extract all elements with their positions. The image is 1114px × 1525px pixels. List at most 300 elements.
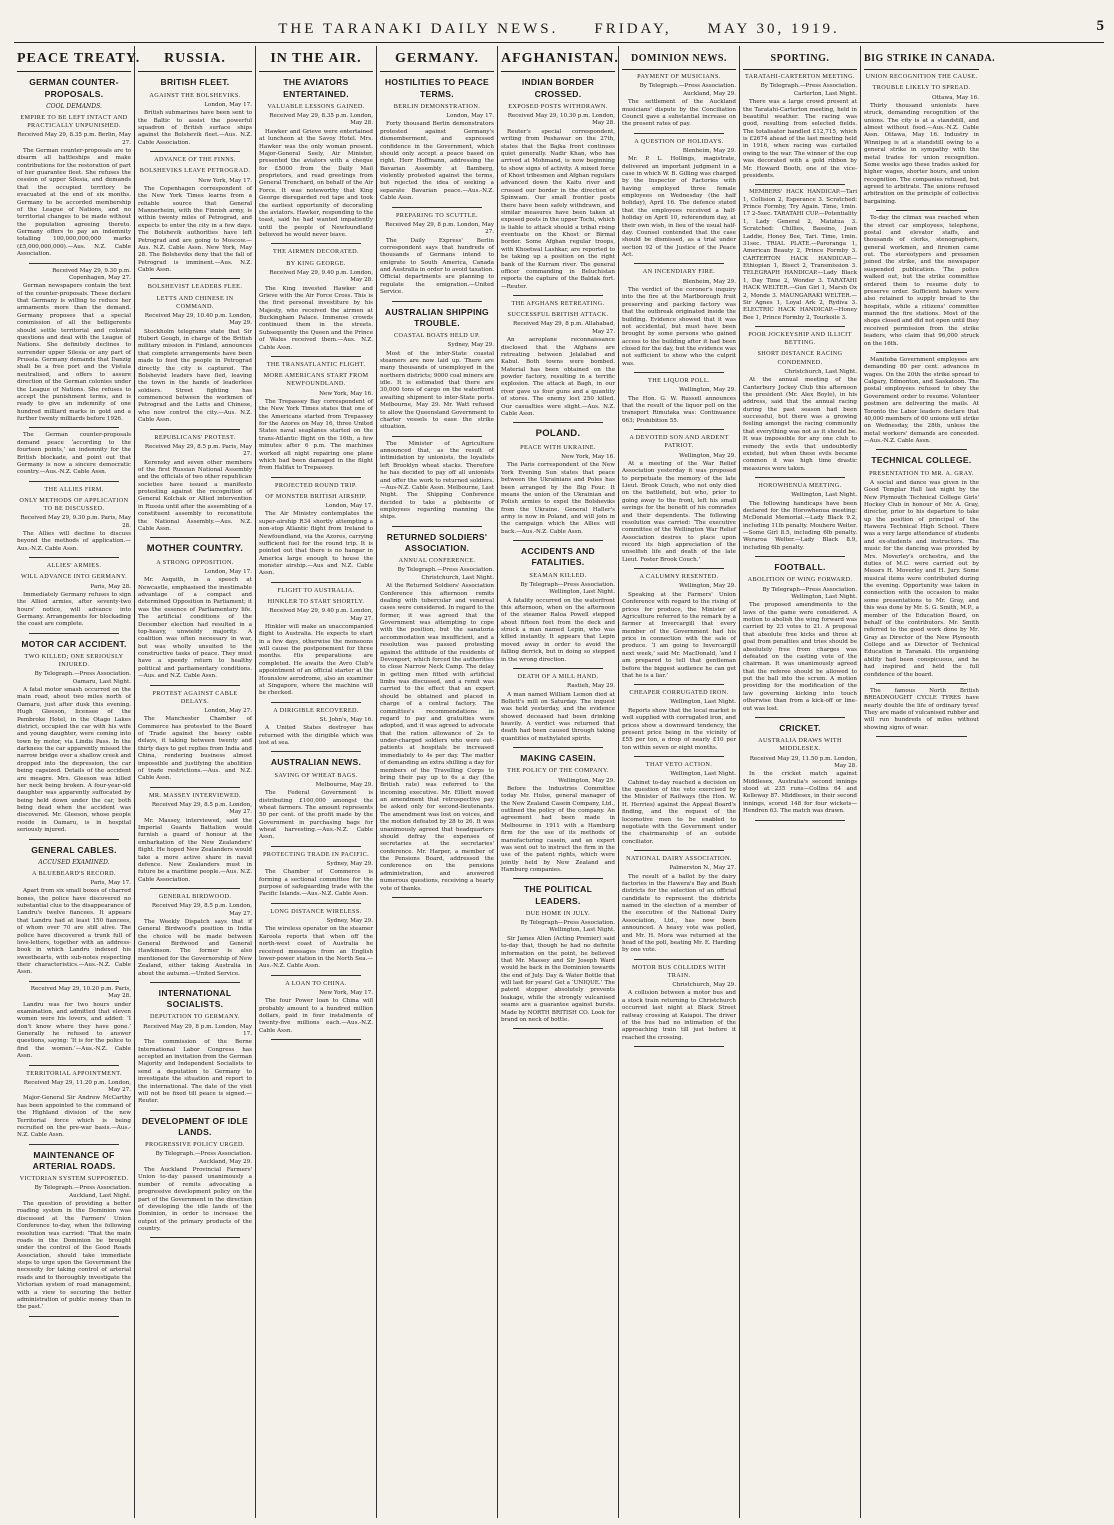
article-dateline: Wellington, May 29.: [679, 387, 736, 394]
article-dateline: Paris, May 28.: [90, 583, 131, 590]
article-divider: [271, 1039, 361, 1040]
article-dateline: Rastieh, May 29.: [567, 683, 615, 690]
article: [138, 1116, 252, 1234]
article: [138, 988, 252, 1106]
article-headline: THE AVIATORS ENTERTAINED.: [283, 77, 349, 99]
article: [501, 300, 615, 418]
article: [622, 573, 736, 680]
article-subheadline: MR. MASSEY INTERVIEWED.: [148, 791, 241, 799]
article-body: Immediately Germany refuses to sign the Allied armies, after seventy-two hours' notice, will advance into Germany. Arrangements for blockading the coast are complete.: [17, 591, 131, 628]
article-headline: AUSTRALIAN NEWS.: [270, 757, 362, 768]
news-column: [740, 46, 861, 1518]
article-body: An aeroplane reconnaissance disclosed that the Afghans are retreating between Jelalabad and Kabul. Both towns were bombed. Material has been obtained on the powder factory, resulting in a terrific explosion. The attack at Bagh, in our river gave us four guns and a quantity of stores. The enemy lost 250 killed. Our casualties were slight.—Aus. N.Z. Cable Assn.: [501, 337, 615, 417]
article-headline: THE POLITICAL LEADERS.: [523, 884, 593, 906]
article-body: At the Returned Soldiers' Association Conference this afternoon remits dealing with tubercular and venereal cases were considered. In regard to the former, it was agreed that the Government was attempting to cope with the position, but the sanatoria accommodation was insufficient, and a resolution was passed protesting against the attitude of the residents of Devonport, which forced the authorities to close Narrow Neck Camp. The delay in getting men fitted with artificial limbs was discussed, and a remit was carried to the effect that an expert should be obtained and placed in charge of a central factory. The committee's recommendations in regard to pay and gratuities were adopted, and it was agreed to advocate that the ration allowance of 2s to under-charged soldiers who were out-patients at hospitals be increased immediately to 4s per day. The matter of demanding an extra shilling a day for members of the Travelling Corps to bring their pay up to 6s a day (the British rate) was referred to the incoming executive. Mr. Elliott moved an amendment that retrospective pay be asked only for second-lieutenants. The amendment was lost on voices, and the motion defeated by 28 to 26. It was unanimously agreed that headquarters should defray the expenses of secretaries at the secretaries' conference. Mr. Harper, a member of the Pensions Board, addressed the conference on the pensions administration, and answered numerous questions, receiving a hearty vote of thanks.: [380, 583, 494, 892]
article-body: The proposed amendments to the laws of the game were considered. A motion to abolish the wing forward was carried by 23 votes to 21. A proposal that absolute free kicks and three at goal from penalties and tries should be absolutely free from charges was defeated on the casting vote of the chairman. It was unanimously agreed that the referee should be allowed to put the ball into the scrum. A motion providing for the modification of the law governing kicking into touch otherwise than from a kick-off or line-out was lost.: [743, 602, 857, 712]
article-dateline: Received May 29, 9.40 p.m. London, May 28.: [269, 269, 373, 284]
article-kicker: EMPIRE TO BE LEFT INTACT AND PRACTICALLY UNPUNISHED.: [20, 113, 128, 129]
article: [501, 884, 615, 1024]
article-dateline: Received May 29, 8 p.m. London, May 17.: [143, 1023, 252, 1037]
article: [864, 688, 979, 732]
article-subheadline: NATIONAL DAIRY ASSOCIATION.: [626, 855, 732, 862]
article-subheadline: TERRITORIAL APPOINTMENT.: [26, 1069, 122, 1077]
article-headline: ACCIDENTS AND FATALITIES.: [521, 546, 595, 568]
article: [864, 73, 979, 206]
article-kicker: AUSTRALIA DRAWS WITH MIDDLESEX.: [758, 737, 842, 753]
page-number: 5: [1096, 18, 1104, 34]
article: [864, 215, 979, 348]
article-dateline: Wellington, May 29.: [679, 452, 736, 459]
article-dateline: Received May 29, 8.5 p.m. London, May 27.: [151, 801, 252, 816]
article-body: Mr. P. L. Hollings, magistrate, delivered an important judgment in a case in which W. B. Gilling was charged by the Inspector of Factories with having employed three female employees on Wednesday (the half holiday), April 16. The defence stated that the employees received a half-holiday on April 10, referendum day, at their own wish, in lieu of the usual half-day. Counsel contended that the case should be dismissed, as a trial under section 92 of the Justice of the Peace Act.: [622, 156, 736, 259]
column-heading: DOMINION NEWS.: [622, 46, 736, 70]
article-dateline: St. John's, May 16.: [319, 716, 373, 723]
article-headline: INTERNATIONAL SOCIALISTS.: [158, 987, 232, 1010]
article: [17, 639, 131, 835]
article-divider: [634, 850, 724, 851]
article-dateline: By Telegraph.—Press Association. Carterton, Last Night.: [760, 83, 857, 97]
article-subheadline: ALLIES' ARMIES.: [46, 562, 102, 570]
article: [17, 1070, 131, 1140]
article-dateline: Received May 29, 9.30 p.m. Copenhagen, May 27.: [52, 267, 131, 281]
article: [138, 283, 252, 424]
article-subheadline: AN INCENDIARY FIRE.: [642, 268, 716, 276]
article-body: Major-General Sir Andrew McCarthy has been appointed to the command of the Highland division of the new Territorial force which is being recruited on the pre-war basis.—Aus.-N.Z. Cable Assn.: [17, 1095, 131, 1139]
article-kicker: TROUBLE LIKELY TO SPREAD.: [872, 84, 971, 92]
article-subheadline: THE ALLIES FIRM.: [44, 485, 104, 493]
article: [622, 434, 736, 564]
article-kicker: WILL ADVANCE INTO GERMANY.: [20, 573, 128, 581]
article-body: Landru was for two hours under examination, and admitted that eleven women were his lovers, and added: ‘I don't know where they have gone.’ Generally he refused to answer questions, saying: ‘It is for the police to find the women.’—Aus.-N.Z. Cable Assn.: [17, 1001, 131, 1060]
article-divider: [876, 449, 967, 450]
article-headline: TECHNICAL COLLEGE.: [871, 455, 972, 466]
column-heading: RUSSIA.: [138, 46, 252, 72]
article-subheadline: A CALUMNY RESENTED.: [639, 573, 719, 581]
article-subheadline: LONG DISTANCE WIRELESS.: [270, 907, 362, 915]
article: [622, 138, 736, 260]
article-divider: [271, 846, 361, 847]
article-dateline: Received May 29, 11.50 p.m. London, May 28.: [749, 755, 857, 769]
article: [622, 73, 736, 128]
article: [743, 73, 857, 180]
article-body: The question of providing a better roading system in the Dominion was discussed at the Farmers' Union Conference to-day, when the following resolution was carried: ‘That the main roads in the Dominion be brought under the control of the Good Roads Association, should take immediate steps to urge upon the Government the necessity for taking control of arterial roads and to thoroughly investigate the Victorian system of road management, with a view to securing the better administration of public money than in the past.’: [17, 1201, 131, 1311]
article: [743, 482, 857, 552]
article-subheadline: PROJECTED ROUND TRIP.: [274, 481, 358, 489]
article-divider: [392, 301, 482, 302]
article-dateline: Sydney, May 29.: [326, 860, 373, 867]
article-subheadline: THE AFGHANS RETREATING.: [511, 300, 605, 308]
article-body: There was a large crowd present at the Taratahi-Carterton meeting, held in beautiful weather. The racing was good, resulting from selected fields. The totalisator handled £12,715, which is £2674 ahead of the last meeting held in 1916, when racing was curtailed owing to the war. The winner of the cup was decorated with a gold ribbon by Mr. Howard Booth, one of the vice-presidents.: [743, 99, 857, 179]
article-divider: [755, 556, 845, 557]
article-headline: GENERAL CABLES.: [31, 844, 117, 855]
article: [17, 268, 131, 424]
article-dateline: London, May 17.: [204, 568, 252, 575]
article-divider: [29, 557, 119, 558]
article-divider: [150, 888, 240, 889]
article-dateline: New York, May 16.: [319, 390, 373, 397]
article-divider: [755, 717, 845, 718]
article: [622, 855, 736, 955]
article-body: The following handicaps have been declared for the Horowhenua meeting: McDonald Memorial.—Lady Black 9.2, including 11lb penalty. Mouhere Welter.—Some Girl 8.5, including 6lb penalty. Weraroa Welter.—Lady Black 8.9, including 6lb penalty.: [743, 500, 857, 551]
article-dateline: By Telegraph—Press Association. Wellington, Last Night.: [520, 581, 615, 596]
article: [138, 690, 252, 783]
article: [622, 761, 736, 846]
article-kicker: LETTS AND CHINESE IN COMMAND.: [156, 294, 234, 310]
article-body: The Daily Express' Berlin correspondent says that hundreds of thousands of Germans intend to emigrate to South America, Canada and Australia in order to avoid taxation. Official departments are planning to regulate the emigration.—United Service.: [380, 237, 494, 296]
article-subtitle: COOL DEMANDS.: [46, 102, 102, 110]
article-body: Before the Industries Committee today Mr. Hulse, general manager of the New Zealand Casein Company, Ltd., outlined the policy of the company. An agreement had been made in Melbourne in 1911 with a Hamburg firm for the use of its methods of manufacturing casein, and an expert was sent out to instruct the firm in the use of the patent rights, which were jointly held by New Zealand and Hamburg companies.: [501, 785, 615, 874]
article-dateline: By Telegraph.—Press Association. Auckland, May 29.: [639, 83, 736, 97]
article-kicker: THE POLICY OF THE COMPANY.: [507, 767, 609, 775]
article-divider: [634, 568, 724, 569]
article: [380, 307, 494, 432]
article-divider: [29, 633, 119, 634]
article: [259, 757, 373, 841]
article-dateline: London, May 17.: [446, 113, 494, 120]
article-dateline: By Telegraph.—Press Association. Auckland, Last Night.: [34, 1185, 131, 1199]
article-body: Cabinet to-day reached a decision on the question of the veto exercised by the Minister of Railways (the Hon. W. H. Herries) against the Appeal Board's finding, and the request of the locomotive men to be enabled to negotiate with the Government under the chairmanship of an outside conciliator.: [622, 779, 736, 845]
article-body: The Paris correspondent of the New York Evening Sun states that peace between the Ukrainians and Poles has been arranged by the Big Four. It means the union of the Ukrainian and Polish armies to expel the Bolsheviks from the Ukraine. General Haller's army is now in Poland, and will join in the campaign which the Allies will back.—Aus.-N.Z. Cable Assn.: [501, 462, 615, 535]
article-subheadline: MOTOR BUS COLLIDES WITH TRAIN.: [631, 963, 727, 979]
article: [17, 77, 131, 258]
article: [259, 851, 373, 899]
article: [743, 562, 857, 713]
article: [501, 428, 615, 536]
article-kicker: EXPOSED POSTS WITHDRAWN.: [508, 102, 608, 110]
article-subheadline: THE TRANSATLANTIC FLIGHT.: [266, 360, 366, 368]
article-subheadline: A DIRIGIBLE RECOVERED.: [273, 706, 359, 714]
article-divider: [755, 477, 845, 478]
article-divider: [634, 133, 724, 134]
article-divider: [755, 820, 845, 821]
column-heading: IN THE AIR.: [259, 46, 373, 72]
article-divider: [513, 747, 603, 748]
article-divider: [150, 537, 240, 538]
article-divider: [271, 477, 361, 478]
article-subheadline: FLIGHT TO AUSTRALIA.: [277, 586, 355, 594]
article-dateline: Sydney, May 29.: [326, 918, 373, 924]
article-dateline: Ottawa, May 16.: [932, 94, 979, 101]
article-body: The verdict of the coroner's inquiry into the fire at the Marlborough fruit preserving and packing factory was that the outbreak originated inside the building. Evidence showed that it was not accidental, but must have been brought by some persons who gained access to the building after it had been closed for the day, but the evidence was not sufficient to show who the culprit was.: [622, 287, 736, 367]
article-divider: [150, 1110, 240, 1111]
article-divider: [513, 295, 603, 296]
article-divider: [634, 1046, 724, 1047]
article: [138, 434, 252, 534]
article: [259, 248, 373, 352]
article-headline: AUSTRALIAN SHIPPING TROUBLE.: [385, 306, 489, 328]
article-divider: [634, 959, 724, 960]
article-subheadline: A LOAN TO CHINA.: [285, 979, 347, 987]
article-headline: HOSTILITIES TO PEACE TERMS.: [384, 77, 490, 99]
article: [622, 964, 736, 1042]
article-divider: [150, 982, 240, 983]
article-dateline: Received May 29, 9.30 p.m. Paris, May 28.: [20, 515, 131, 529]
article-divider: [150, 1237, 240, 1238]
article-headline: MOTOR CAR ACCIDENT.: [21, 638, 127, 649]
news-column: [498, 46, 619, 1518]
article-subheadline: A DEVOTED SON AND ARDENT PATRIOT.: [629, 434, 729, 450]
article-divider: [513, 540, 603, 541]
article-body: At the annual meeting of the Canterbury Jockey Club this afternoon the president (Mr. Alex Boyle), in his address, said that the annual racing during the past season had been successful, but there was a growing feeling amongst the racing community that everything was not as it should be. It was impossible for any one club to remedy the evils that undoubtedly existed, but when these evils became common it was high time drastic measures were taken.: [743, 377, 857, 472]
article-headline: DEVELOPMENT OF IDLE LANDS.: [141, 1115, 249, 1137]
article-body: Kerensky and seven other members of the first Russian National Assembly and the officials of two other republican societies have issued a manifesto protesting against the recognition of General Kolchak or Allied intervention in Russia until after the assembling of a constituent assembly to reconstitute the National Assembly.—Aus. N.Z. Cable Assn.: [138, 459, 252, 532]
article-body: Stockholm telegrams state that Sir Hubert Gough, in charge of the British military mission in Finland, announces that complete arrangements have been made to feed the people in Petrograd directly the city is captured. The Bolshevist leaders have fled, leaving the town in the hands of leaderless soldiers. Street fighting has commenced between the workmen of Petrograd and the Letts and Chinese, who now control the city.—Aus. N.Z. Cable Assn.: [138, 328, 252, 424]
article-dateline: Received May 29, 9.40 p.m. London, May 27.: [269, 608, 373, 622]
article-divider: [271, 903, 361, 904]
article-dateline: London, May 17.: [204, 101, 252, 108]
article-subheadline: PROTECTING TRADE IN PACIFIC.: [262, 850, 370, 858]
article: [17, 432, 131, 476]
article-divider: [755, 184, 845, 185]
article-dateline: London, May 27.: [204, 707, 252, 714]
article-divider: [150, 151, 240, 152]
article-body: MEMBERS' HACK HANDICAP.—Tari 1, Collision 2, Esperance 3. Scratched: Prince Formby, Try Again. Time, 1min. 17 2-5sec. TARATAHI CUP.—Potentiality 1, Lady General 2, Matatua 3. Scratched: Chillies, Bassino, Jean Laddie, Honey Bee, Tari. Time, 1min. 31sec. TRIAL PLATE.—Paroranga 1, American Beauty 2, Prince Formby 3. CARTERTON HACK HANDICAP.—Ethiopian 1, Bisect 2, Transmission 3. TELEGRAPH HANDICAP.—Lady Black 1, Day Time 2, Wonder 3. TARATAHI HACK WELTER.—Gun Girl 1, Marsh Ox 2, Monde 3. MAUNGARAKI WELTER.—Sir Agnes 1, Loyal Ark 2, Rydiva 3. ELECTRIC HACK HANDICAP.—Honey Bee 1, Prince Formby 2, Tourkoile 3.: [743, 189, 857, 321]
article: [259, 908, 373, 971]
article-body: Reuter's special correspondent, writing from Peshawar on the 27th, states that the Bajka front continues quiet generally. Nadir Khan, who has arrived at Mohmand, is now beginning to show signs of activity. A mixed force of Khost tribesmen and Afghan regulars advanced down the Kaitu river and crossed our border in the direction of Spinwam. Our small frontier posts there have been safely withdrawn, and similar measures have been taken at exposed posts in the upper Tochi, which is liable to attack should a tribal rising eventuate on the Khost or Birmal border. Some Afghan regular troops, with Khoetwal Lashkar, are reported to be taking up a position on the right bank of the Kurram river. The general officer commanding in Beluchistan reports the capture of the Baldak fort.—Reuter.: [501, 128, 615, 290]
article-subheadline: POOR JOCKEYSHIP AND ILLICIT BETTING.: [748, 331, 852, 347]
article-headline: INDIAN BORDER CROSSED.: [521, 77, 595, 99]
article-divider: [150, 278, 240, 279]
issue-day: FRIDAY,: [594, 20, 672, 37]
article-kicker: PRESENTATION TO MR. A. GRAY.: [869, 469, 974, 477]
article-body: Manitoba Government employees are demanding 80 per cent. advances in wages. On the 20th the strike spread to Calgary, Edmonton, and Saskatoon. The postal employees refused to obey the Government order to resume. Volunteer postmen are delivering the mails. At Toronto the Labor leaders declare that 40,000 members of 60 unions will strike on Wednesday, the 28th, unless the metal workers' demands are conceded.—Aus.-N.Z. Cable Assn.: [864, 356, 979, 445]
article: [17, 1150, 131, 1312]
news-column: [377, 46, 498, 1518]
article-subheadline: A QUESTION OF HOLIDAYS.: [634, 137, 724, 145]
article-body: A United States destroyer has returned with the dirigible which was lost at sea.: [259, 725, 373, 746]
article-headline: BRITISH FLEET.: [160, 77, 230, 88]
article-dateline: Christchurch, Last Night.: [784, 368, 857, 375]
article-divider: [271, 356, 361, 357]
article-dateline: Palmerston N., May 27.: [669, 865, 736, 872]
article-divider: [392, 526, 482, 527]
article-dateline: Blenheim, May 29.: [682, 278, 736, 285]
article-body: The Air Ministry contemplates the super-airship R34 shortly attempting a non-stop Atlantic flight from Ireland to Newfoundland, via the Azores, carrying sufficient fuel for the round trip. It is pointed out that there is no hangar in America large enough to house the monster airship.—Aus and N.Z. Cable Assn.: [259, 511, 373, 577]
article-kicker: A BLUEBEARD'S RECORD.: [32, 869, 116, 877]
article-dateline: Sydney, May 29.: [447, 342, 494, 349]
article-body: A man named William Lemon died at Bollett's mill on Saturday. The inquest was held yesterday, and the evidence showed deceased had been drinking heavily. A verdict was returned that death had been caused through taking quantities of methylated spirits.: [501, 691, 615, 742]
article: [622, 268, 736, 368]
article-divider: [876, 736, 967, 737]
article-body: German newspapers contain the text of the counter-proposals. These declare that Germany is willing to reduce her armaments more than the demand. Germany proposes that a special commission of all the belligerents should settle territorial and colonial questions and deal with the League of Nations. She definitely declines to surrender upper Silesia or any part of Prussia. Germany demands that Danzig shall be a free port and the Vistula neutralised, and offers to assure direction of the German colonies under the League of Nations. She refuses to accept the punishment terms, and is ready to give an indemnity of one hundred milliard marks in gold and a further twenty milliards before 1926.: [17, 283, 131, 423]
article-divider: [392, 207, 482, 208]
article-divider: [634, 372, 724, 373]
article-body: The four Power loan to China will probably amount to a hundred million dollars, paid in four instalments of twenty-five millions each.—Aus.-N.Z. Cable Assn.: [259, 998, 373, 1034]
article-dateline: New York, May 17.: [319, 989, 373, 996]
article-dateline: Received May 29, 8.35 p.m. London, May 28.: [269, 113, 373, 127]
article-dateline: Wellington, Last Night.: [670, 699, 736, 706]
article-divider: [271, 243, 361, 244]
article-headline: RETURNED SOLDIERS' ASSOCIATION.: [386, 531, 488, 553]
article-body: Apart from six small boxes of charred bones, the police have discovered no substantial clue to the disappearance of Landru's twelve fiancees. It appears that Landru had at least 150 fiancees, of whom over 70 are still alive. The police have discovered a trunk full of love-letters, together with an address-book in which Landru indexed his sweethearts, with sub-notes respecting their characteristics.—Aus.-N.Z. Cable Assn.: [17, 888, 131, 976]
article-subheadline: UNION RECOGNITION THE CAUSE.: [865, 73, 978, 81]
article: [138, 156, 252, 274]
article-divider: [634, 756, 724, 757]
article-kicker: VICTORIAN SYSTEM SUPPORTED.: [19, 1175, 129, 1183]
article: [259, 587, 373, 698]
masthead: [14, 16, 1104, 43]
article-dateline: By Telegraph—Press Association. Wellington, Last Night.: [762, 586, 857, 600]
article-dateline: Received May 29, 8.5 p.m. Paris, May 27.: [144, 443, 252, 458]
article-body: British submarines have been sent to the Baltic to assist the powerful squadron of British surface ships against the Bolshevik fleet.—Aus. N.Z. Cable Association.: [138, 110, 252, 146]
article: [138, 893, 252, 978]
article: [743, 189, 857, 322]
article-dateline: Received May 29, 8.35 p.m. Berlin, May 27.: [17, 132, 131, 146]
article-kicker: VALUABLE LESSONS GAINED.: [267, 102, 365, 110]
article-kicker: ONLY METHODS OF APPLICATION TO BE DISCUSSED.: [19, 496, 129, 513]
article-subheadline: GENERAL BIRDWOOD.: [158, 893, 232, 901]
article-kicker: PROGRESSIVE POLICY URGED.: [145, 1141, 245, 1149]
article-subheadline: DEATH OF A MILL HAND.: [517, 672, 599, 680]
article: [743, 723, 857, 816]
article-kicker: BERLIN DEMONSTRATION.: [393, 102, 481, 110]
article: [17, 562, 131, 629]
article-subheadline: ADVANCE OF THE FINNS.: [154, 156, 236, 164]
article-subheadline: PROTEST AGAINST CABLE DELAYS.: [152, 689, 238, 705]
article-kicker: DEPUTATION TO GERMANY.: [150, 1013, 240, 1021]
article-body: The settlement of the Auckland musicians' dispute by the Conciliation Council gave a substantial increase on the present rates of pay.: [622, 99, 736, 128]
article-divider: [392, 436, 482, 437]
article-divider: [29, 1316, 119, 1317]
article: [380, 77, 494, 202]
article-subheadline: BOLSHEVIST LEADERS FLEE.: [147, 283, 243, 291]
article-body: In the cricket match against Middlesex, Australia's second innings stood at 235 runs—Collins 64 and Kelleway 87. Middlesex, in their second innings, scored 148 for four wickets—Hendren 63. The match was drawn.: [743, 771, 857, 815]
column-heading: BIG STRIKE IN CANADA.: [864, 46, 979, 70]
article-headline: MAINTENANCE OF ARTERIAL ROADS.: [32, 1149, 116, 1171]
article-body: Mr. Massey, interviewed, said the Imperial Guards Battalion would furnish a guard of honour at the embarkation of the New Zealanders' flight. He hoped New Zealanders would take a more active share in naval defence. New Zealanders must in future be a maritime people.—Aus. N.Z. Cable Association.: [138, 817, 252, 883]
article-dateline: Wellington, Last Night.: [791, 492, 857, 499]
article-kicker: OF MONSTER BRITISH AIRSHIP.: [265, 492, 367, 500]
article: [622, 377, 736, 425]
article-divider: [271, 582, 361, 583]
article-kicker: BOLSHEVIKS LEAVE PETROGRAD.: [139, 167, 251, 175]
article: [501, 753, 615, 874]
article-kicker: MORE AMERICANS START FROM NEWFOUNDLAND.: [263, 372, 369, 388]
article-body: The Hon. G. W. Russell announces that the result of the liquor poll on the transport Rimutaka was: Continuance 663; Prohibition 55.: [622, 395, 736, 424]
article-body: A social and dance was given in the Good Templar Hall last night by the New Plymouth Technical College Girls' Hockey Club in honour of Mr. A. Gray, director, prior to his departure to take up the position of principal of the Hawera Technical High School. There was a very large attendance of students and ex-students and instructors. The music for the dancing was provided by Mrs. Moverley's orchestra, and the duties of M.C. were carried out by Messrs H. Moverley and H. Jury. Some musical items were contributed during the evening. Opportunity was taken in connection with the occasion to make some presentations to Mr. Gray, and this was done by Mr. S. G. Smith, M.P., a member of the Education Board, on behalf of the contributors. Mr. Smith referred to the good work done by Mr. Gray as Director of the New Plymouth College and as Director of Technical Education in Taranaki. His organising ability had been conspicuous, and he had inspired and held the full confidence of the board.: [864, 479, 979, 678]
article-dateline: Received May 29, 11.20 p.m. London, May 27.: [23, 1079, 131, 1094]
article-body: A fatal motor smash occurred on the main road, about two miles north of Oamaru, just after dusk this evening. Hugh Gleeson, licensee of the Pembroke Hotel, in the Otago Lakes district, occupied the car with his wife and young daughter, were coming into town by motor, via Lindis Pass. In the darkness the car apparently missed the narrow bridge over a shallow creek and dropped into the depression, the car being capsized. Details of the accident are meagre. Mrs. Gleeson was killed her neck being broken. A four-year-old daughter was apparently suffocated by being held down under the car, both being dead when the accident was discovered. Mr. Gleeson, whose people reside in Oamaru, is in hospital seriously injured.: [17, 687, 131, 834]
article: [501, 546, 615, 664]
article-body: Hinkler will make an unaccompanied flight to Australia. He expects to start in a few days, otherwise the monsoons will cause the postponement for three months. His preparations are completed. He awaits the Avro Club's appointment of an official starter at the Hounslow aerodrome, also an examiner at Singapore, where the machine will be checked.: [259, 623, 373, 697]
article-subheadline: PAYMENT OF MUSICIANS.: [637, 73, 721, 81]
news-column: [256, 46, 377, 1518]
article-divider: [876, 210, 967, 211]
article-body: The Weekly Dispatch says that if General Birdwood's position in India the choice will be made between General Birdwood and General Hawkinson. The former is also mentioned for the Governorship of New Zealand, either taking Australia in about the autumn.—United Service.: [138, 918, 252, 977]
article: [259, 980, 373, 1035]
article: [138, 792, 252, 884]
article-body: The Auckland Provincial Farmers' Union to-day passed unanimously a number of remits advocating a progressive development policy on the part of the Government in the direction of developing the idle lands of the Dominion, in order to increase the output of the primary products of the country.: [138, 1167, 252, 1233]
article-subtitle: ACCUSED EXAMINED.: [38, 858, 110, 866]
article-kicker: DUE HOME IN JULY.: [525, 909, 591, 917]
article-kicker: SUCCESSFUL BRITISH ATTACK.: [507, 311, 609, 319]
article-body: Speaking at the Farmers' Union Conference with regard to the rising of prices for produce, the Minister of Agriculture referred to the remark by a farmer at Invercargill that every member of the Government had his price in connection with the sale of produce. ‘I am going to Invercargill next week,’ said Mr. MacDonald, ‘and I am prepared to tell that gentleman before the biggest audience he can get that he is a liar.’: [622, 591, 736, 679]
article-subheadline: TARATAHI-CARTERTON MEETING.: [744, 73, 855, 81]
article: [501, 673, 615, 743]
issue-date: MAY 30, 1919.: [707, 20, 840, 37]
article-divider: [513, 668, 603, 669]
news-column: [135, 46, 256, 1518]
article-body: Hawker and Grieve were entertained at luncheon at the Savoy Hotel. Mrs. Hawker was the only woman present. Major-General Seely, Air Minister, presented the aviators with a cheque for £5000 from the Daily Mail proprietors, and read greetings from General Trenchard, on behalf of the Air Force. It was noteworthy that King George disregarded red tape and took the earliest opportunity of decorating the aviators. Hawker, responding to the toast, said he had wanted impatiently until the people of Newfoundland believed he would never leave.: [259, 128, 373, 239]
article-dateline: Received May 29, 8 p.m. London, May 27.: [385, 221, 494, 236]
article-divider: [150, 787, 240, 788]
article-kicker: ANNUAL CONFERENCE.: [398, 557, 476, 565]
article-divider: [29, 1144, 119, 1145]
article-dateline: By Telegraph.—Press Association. Christchurch, Last Night.: [397, 567, 494, 581]
article-dateline: New York, May 17.: [198, 177, 252, 184]
article: [743, 331, 857, 473]
article-divider: [150, 685, 240, 686]
article-body: The King invested Hawker and Grieve with the Air Force Cross. This is the first personal investiture by his Majesty, who received the airmen at Buckingham Palace. Immense crowds continued them in the streets. Subsequently the Queen and the Prince of Wales received them.—Aus. N.Z. Cable Assn.: [259, 285, 373, 351]
article-divider: [634, 684, 724, 685]
news-column: [14, 46, 141, 1518]
article-divider: [876, 683, 967, 684]
article-divider: [29, 839, 119, 840]
article-body: Most of the inter-State coastal steamers are now laid up. There are many thousands of unemployed in the northern districts; 9000 coal miners are idle. It is estimated that there are 30,000 tons of cargo on the waterfront awaiting shipment to inter-State ports. Melbourne, May 29. Mr. Watt refused to allow the Queensland Government to charter vessels to ease the strike situation.: [380, 350, 494, 431]
article: [17, 486, 131, 553]
article-subheadline: CHEAPER CORRUGATED IRON.: [629, 689, 729, 697]
article-kicker: A STRONG OPPOSITION.: [156, 558, 234, 566]
column-heading: GERMANY.: [380, 46, 494, 72]
article-dateline: Wellington, May 29.: [558, 777, 615, 784]
article-body: To-day the climax was reached when the street car employees, telephone, postal and elevator staffs, and thousands of clerks, stenographers, general workmen, and firemen came out. The stereotypers and pressmen joined the strike, and the newspaper suspended publication. The police walked out, but the strike committee ordered them to resume duty to preserve order. Sufficient bakers were also retained to supply bread to the hospitals, while a citizens' committee manned the fire stations. Most of the shops closed and did not open until they received permission from the strike leaders, who claim that 96,000 struck on the 16th.: [864, 215, 979, 347]
article-headline: POLAND.: [535, 428, 581, 440]
article-dateline: New York, May 16.: [561, 454, 615, 461]
article-body: The Trepassey Bay correspondent of the New York Times states that one of the Americans started from Trepassey for the Azores on May 16, three United States naval seaplanes started on the trans-Atlantic flight on the 16th, a few minutes after 6 p.m. The machines worked all night repairing one plane which had been damaged in the flight from Halifax to Trepassey.: [259, 398, 373, 472]
article-body: A collision between a motor bus and a stock train returning to Christchurch occurred last night at Black Street railway crossing at Kaiapoi. The driver of the bus had no intimation of the approaching train till just before it reached the crossing.: [622, 990, 736, 1041]
article-dateline: Christchurch, May 29.: [672, 982, 736, 989]
article-divider: [29, 981, 119, 982]
article: [259, 707, 373, 748]
article: [138, 77, 252, 147]
article-kicker: AGAINST THE BOLSHEVIKS.: [149, 91, 241, 99]
article-body: Mr. Asquith, in a speech at Newcastle, emphasised the inestimable advantage of a compact and determined Opposition in Parliament; it was the essence of Parliamentary life. The artificial conditions of the December election had resulted in a top-heavy, unwieldy majority. A coalition was often necessary in war, but was wholly unsuited to the constructive tasks of peace. They must have a speedy return to healthy political and parliamentary conditions.—Aus. and N.Z. Cable Assn.: [138, 577, 252, 680]
article-dateline: Blenheim, May 29.: [682, 147, 736, 154]
article-body: Forty thousand Berlin demonstrators protested against Germany's dismemberment, and expressed confidence in the Government, which should only accept a peace based on right. Herr Hoffmann, addressing the Bavarian Assembly at Bamberg, violently protested against the terms, but rejected the idea of seeking a separate Bavarian peace.—Aus.-N.Z. Cable Assn.: [380, 121, 494, 202]
article-kicker: ABOLITION OF WING FORWARD.: [747, 576, 853, 584]
article: [17, 845, 131, 977]
article-dateline: Received May 29, 8.5 p.m. London, May 27.: [151, 903, 252, 917]
article-subheadline: HOROWHENUA MEETING.: [758, 482, 842, 489]
article-body: Reports show that the local market is well supplied with corrugated iron, and prices show a downward tendency, the present price being in the vicinity of £55 per ton, a drop of nearly £10 per ton within seven or eight months.: [622, 707, 736, 751]
article: [259, 77, 373, 239]
column-heading: AFGHANISTAN.: [501, 46, 615, 72]
article: [259, 482, 373, 578]
article-body: A fatality occurred on the waterfront this afternoon, when on the afternoon of the steamer Raloa Powell stepped about fifteen feet from the deck and struck a man named Lepin, who was killed instantly. It appears that Lepin moved away in order to avoid the falling derrick, but in doing so stepped in the wrong direction.: [501, 597, 615, 663]
article-divider: [513, 878, 603, 879]
article: [501, 77, 615, 291]
article-subheadline: THE AIRMEN DECORATED.: [273, 248, 359, 256]
article-body: The result of a ballot by the dairy factories in the Hawera's Bay and Bush districts for the selection of an official candidate to represent the districts named in the election of a member of the executive of the National Dairy Association, Ltd., has now been announced. A heavy vote was polled, and Mr. H. Mora was returned at the head of the poll, beating Mr. E. Harding by one vote.: [622, 873, 736, 954]
article-divider: [271, 702, 361, 703]
article-divider: [513, 1028, 603, 1029]
column-heading: PEACE TREATY.: [17, 46, 131, 72]
article-divider: [634, 429, 724, 430]
article-kicker: BY KING GEORGE.: [286, 259, 346, 267]
article-divider: [29, 1065, 119, 1066]
article-body: Thirty thousand unionists have struck, demanding recognition of the unions. The city is at a standstill, and almost without food.—Aus.-N.Z. Cable Assn. Ottawa, May 16. Industry in Winnipeg is at a standstill owing to a general strike in sympathy with the metal trades for union recognition. Some weeks ago these trades asked for higher wages, shorter hours, and union recognition. The companies refused, but agreed to arbitrate. The unions refused arbitration on the principle of collective bargaining.: [864, 102, 979, 205]
article: [138, 543, 252, 680]
article-body: The Manchester Chamber of Commerce has protested to the Board of Trade against the heavy cable delays, it taking between twenty and thirty days to get replies from India and China, rendering business almost impossible and justifying the abolition of trade restrictions.—Aus. and N.Z. Cable Assn.: [138, 716, 252, 782]
news-column: [619, 46, 740, 1518]
article-body: Sir James Allen (Acting Premier) said to-day that, though he had no definite information on the point, he believed that Mr. Massey and Sir Joseph Ward would be back in the Dominion towards the end of July. Day & Water Bottle that will last for years! Get a ‘UNIQUE.’ The patent stopper absolutely prevents leakage, while the strongly vulcanised seams are a guarantee against bursts. Made by NORTH BRITISH CO. Look for brand on neck of bottle.: [501, 935, 615, 1023]
article-dateline: Received May 29, 10.40 p.m. London, May 29.: [144, 312, 252, 327]
article-divider: [392, 897, 482, 898]
article-body: The German counter-proposals demand peace ‘according to the fourteen points,’ an indemnity for the British blockade, and point out that Germany is now a sincere democratic country.—Aus.-N.Z. Cable Assn.: [17, 432, 131, 476]
article-body: The Federal Government is distributing £100,000 amongst the wheat farmers. The amount represents 50 per cent. of the profit made by the Government in purchasing bags for wheat harvesting.—Aus.-N.Z. Cable Assn.: [259, 790, 373, 841]
article-headline: MOTHER COUNTRY.: [146, 543, 244, 555]
article-subheadline: THE LIQUOR POLL.: [648, 377, 710, 385]
